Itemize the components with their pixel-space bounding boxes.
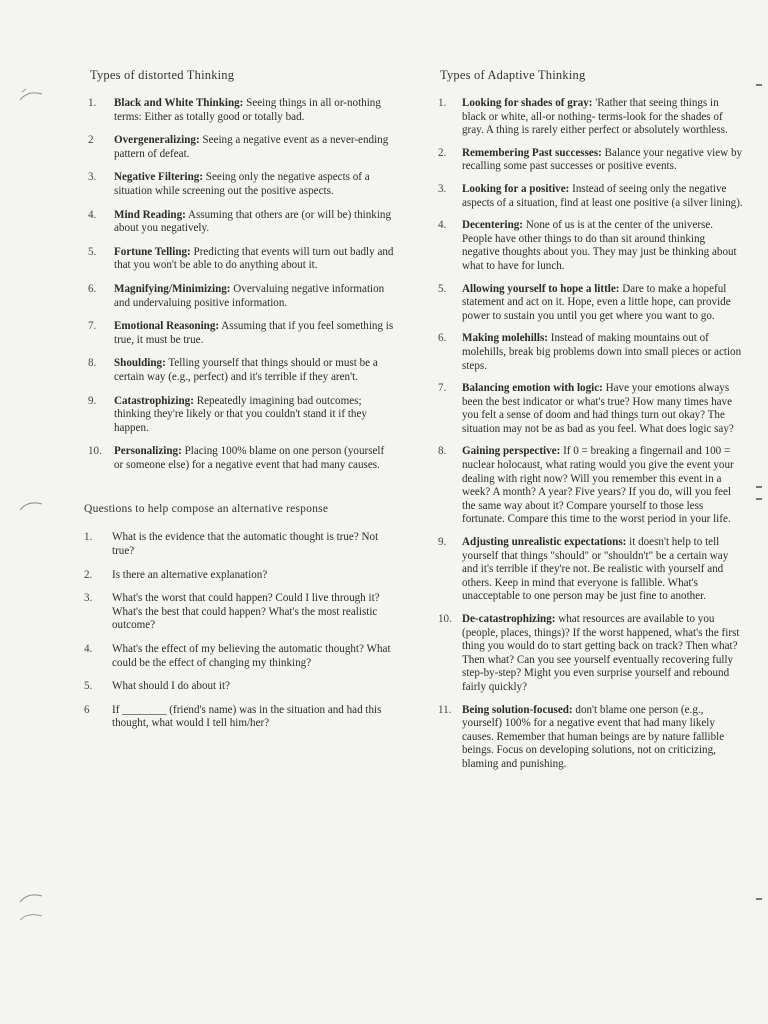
item-term: Personalizing: <box>114 445 182 458</box>
item-text <box>114 357 394 384</box>
item-number: 5. <box>438 282 447 295</box>
item-text <box>462 283 744 324</box>
item-description: Have your emotions always been the best indicator or what's true? How many times have you felt a sense of doom and had things turn out okay? The situation may not be as bad as you feel. What does logic say? <box>462 382 734 435</box>
adaptive-thinking-item <box>436 97 744 138</box>
adaptive-thinking-item <box>436 382 744 436</box>
question-text: What should I do about it? <box>112 680 231 693</box>
question-item <box>84 569 394 583</box>
item-description: Balance your negative view by recalling some past successes or positive events. <box>462 146 743 173</box>
question-item <box>84 704 394 731</box>
item-description: don't blame one person (e.g., yourself) 100% for a negative event that had many likely causes. Remember that human beings are by nature fallible beings. Focus on developing solutions, not on criticizing, blaming and punishing. <box>462 703 725 770</box>
item-number: 1. <box>438 97 447 109</box>
item-text <box>114 246 394 273</box>
item-text <box>114 134 394 161</box>
item-text <box>462 704 744 772</box>
item-number: 10. <box>88 445 102 458</box>
item-text <box>114 283 394 310</box>
item-number: 7. <box>438 382 447 395</box>
item-term: Fortune Telling: <box>114 245 191 258</box>
question-item <box>84 592 394 633</box>
item-term: Negative Filtering: <box>114 171 204 184</box>
item-term: Emotional Reasoning: <box>114 320 220 333</box>
adaptive-thinking-item <box>436 147 744 174</box>
question-text: Is there an alternative explanation? <box>112 568 268 581</box>
item-text <box>462 536 744 604</box>
item-term: Gaining perspective: <box>462 445 561 458</box>
question-number: 5. <box>84 680 93 693</box>
item-text <box>462 219 744 273</box>
question-text: If ________ (friend's name) was in the situation and had this thought, what would I tell him/her? <box>112 703 382 730</box>
item-number: 4. <box>88 208 97 221</box>
edge-mark <box>756 486 762 488</box>
item-description: Seeing things in all or-nothing terms: Either as totally good or totally bad. <box>114 97 381 123</box>
item-description: Seeing a negative event as a never-ending pattern of defeat. <box>114 134 389 160</box>
adaptive-thinking-item <box>436 445 744 527</box>
item-term: Looking for a positive: <box>462 182 570 195</box>
question-number: 2. <box>84 568 93 581</box>
item-description: 'Rather that seeing things in black or white, all-or nothing- terms-look for the shades of gray. A thing is rarely either perfect or absolutely worthless. <box>462 97 728 137</box>
item-term: Decentering: <box>462 219 523 232</box>
item-description: Instead of seeing only the negative aspects of a situation, find at least one positive (a silver lining). <box>462 182 743 209</box>
punch-hole-mark-bottom-2 <box>18 910 44 932</box>
item-number: 5. <box>88 245 97 258</box>
item-number: 9. <box>438 536 447 549</box>
adaptive-thinking-item <box>436 283 744 324</box>
item-description: Telling yourself that things should or must be a certain way (e.g., perfect) and it's terrible if they aren't. <box>114 357 378 383</box>
question-number: 6 <box>84 703 90 716</box>
distorted-thinking-item <box>84 395 394 436</box>
item-number: 1. <box>88 97 97 109</box>
item-term: Black and White Thinking: <box>114 97 244 109</box>
item-number: 8. <box>88 357 97 370</box>
item-text <box>462 147 744 174</box>
item-term: Allowing yourself to hope a little: <box>462 282 620 295</box>
item-term: Being solution-focused: <box>462 703 573 716</box>
distorted-thinking-item <box>84 246 394 273</box>
question-number: 3. <box>84 592 93 605</box>
item-number: 11. <box>438 703 452 716</box>
distorted-thinking-item <box>84 357 394 384</box>
distorted-thinking-item <box>84 283 394 310</box>
item-description: Assuming that if you feel something is true, it must be true. <box>114 320 394 346</box>
item-number: 7. <box>88 320 97 333</box>
punch-hole-mark-bottom <box>18 888 44 910</box>
adaptive-thinking-list <box>436 97 744 772</box>
question-item <box>84 531 394 558</box>
question-item <box>84 643 394 670</box>
adaptive-thinking-heading: Types of Adaptive Thinking <box>440 68 586 82</box>
item-term: Overgeneralizing: <box>114 134 200 147</box>
item-term: Making molehills: <box>462 332 548 345</box>
question-item <box>84 680 394 694</box>
item-text <box>462 613 744 695</box>
item-number: 8. <box>438 445 447 458</box>
item-text <box>462 382 744 436</box>
item-text <box>114 97 394 124</box>
question-number: 1. <box>84 531 93 544</box>
adaptive-thinking-item <box>436 613 744 695</box>
item-text <box>462 97 744 138</box>
questions-list <box>84 531 394 731</box>
item-text <box>114 209 394 236</box>
distorted-thinking-item <box>84 320 394 347</box>
question-text: What's the worst that could happen? Could I live through it? What's the best that could happen? What's the most realistic outcome? <box>112 592 380 632</box>
item-description: it doesn't help to tell yourself that things "should" or "shouldn't" be a certain way and it's terrible if they're not. Be realistic with yourself and others. Keep in mind that everyone is fallible. What's unacceptable to one person may be just fine to another. <box>462 536 729 603</box>
item-number: 2 <box>88 134 94 147</box>
item-term: Catastrophizing: <box>114 394 194 407</box>
item-number: 6. <box>88 282 97 295</box>
question-text: What is the evidence that the automatic thought is true? Not true? <box>112 531 379 558</box>
item-term: Adjusting unrealistic expectations: <box>462 536 627 549</box>
item-description: Dare to make a hopeful statement and act on it. Hope, even a little hope, can provide power to sustain you until you get where you want to go. <box>462 282 731 322</box>
item-number: 6. <box>438 332 447 345</box>
item-text <box>462 183 744 210</box>
item-text <box>462 445 744 527</box>
item-number: 10. <box>438 613 452 625</box>
distorted-thinking-item <box>84 134 394 161</box>
adaptive-thinking-item <box>436 183 744 210</box>
distorted-thinking-heading: Types of distorted Thinking <box>90 68 235 82</box>
item-description: Repeatedly imagining bad outcomes; thinking they're likely or that you couldn't stand it if they happen. <box>114 394 367 434</box>
item-text <box>114 395 394 436</box>
distorted-thinking-column <box>84 68 394 741</box>
item-description: Predicting that events will turn out badly and that you won't be able to do anything about it. <box>114 245 394 272</box>
distorted-thinking-item <box>84 171 394 198</box>
item-term: Mind Reading: <box>114 208 186 221</box>
item-term: De-catastrophizing: <box>462 613 556 625</box>
item-term: Magnifying/Minimizing: <box>114 282 231 295</box>
distorted-thinking-item <box>84 97 394 124</box>
adaptive-thinking-item <box>436 536 744 604</box>
item-number: 2. <box>438 146 447 159</box>
punch-hole-mark-middle <box>18 496 44 518</box>
item-number: 3. <box>88 171 97 184</box>
item-term: Balancing emotion with logic: <box>462 382 603 395</box>
item-description: Seeing only the negative aspects of a situation while screening out the positive aspects. <box>114 171 370 197</box>
item-description: Instead of making mountains out of molehills, break big problems down into small pieces or action steps. <box>462 332 742 372</box>
distorted-thinking-item <box>84 445 394 472</box>
item-description: If 0 = breaking a fingernail and 100 = nuclear holocaust, what rating would you give the event your dealing with right now? Will you remember this event in a week? A month? A year? Five years? If you do, will you feel the same way about it? Compare yourself to those less fortunate. Compare this time to the worst period in your life. <box>462 445 734 526</box>
edge-mark <box>756 84 762 86</box>
adaptive-thinking-item <box>436 704 744 772</box>
punch-hole-mark-top <box>18 86 44 108</box>
questions-section <box>84 502 394 731</box>
item-text <box>114 320 394 347</box>
item-description: None of us is at the center of the universe. People have other things to do than sit around thinking negative thoughts about you. They may just be thinking about what to have for lunch. <box>462 219 737 272</box>
adaptive-thinking-column <box>436 68 744 781</box>
item-number: 4. <box>438 219 447 232</box>
item-description: what resources are available to you (people, places, things)? If the worst happened, what's the first thing you would do to start getting back on track? Then what? Then what? Can you see yourself eventually recovering fully step-by-step? Might you even surprise yourself and rebound fairly quickly? <box>462 613 740 693</box>
edge-mark <box>756 898 762 900</box>
item-description: Overvaluing negative information and undervaluing positive information. <box>114 282 385 309</box>
question-number: 4. <box>84 643 93 656</box>
distorted-thinking-item <box>84 209 394 236</box>
item-text <box>462 332 744 373</box>
item-term: Looking for shades of gray: <box>462 97 593 109</box>
edge-mark <box>756 498 762 500</box>
item-term: Shoulding: <box>114 357 166 370</box>
item-description: Placing 100% blame on one person (yourself or someone else) for a negative event that had many causes. <box>114 445 385 471</box>
questions-heading: Questions to help compose an alternative response <box>84 502 329 516</box>
adaptive-thinking-item <box>436 332 744 373</box>
distorted-thinking-list <box>84 97 394 472</box>
item-description: Assuming that others are (or will be) thinking about you negatively. <box>114 208 392 235</box>
question-text: What's the effect of my believing the automatic thought? What could be the effect of changing my thinking? <box>112 643 391 669</box>
adaptive-thinking-item <box>436 219 744 273</box>
item-number: 9. <box>88 394 97 407</box>
item-term: Remembering Past successes: <box>462 146 602 159</box>
item-text <box>114 171 394 198</box>
item-number: 3. <box>438 182 447 195</box>
item-text <box>114 445 394 472</box>
